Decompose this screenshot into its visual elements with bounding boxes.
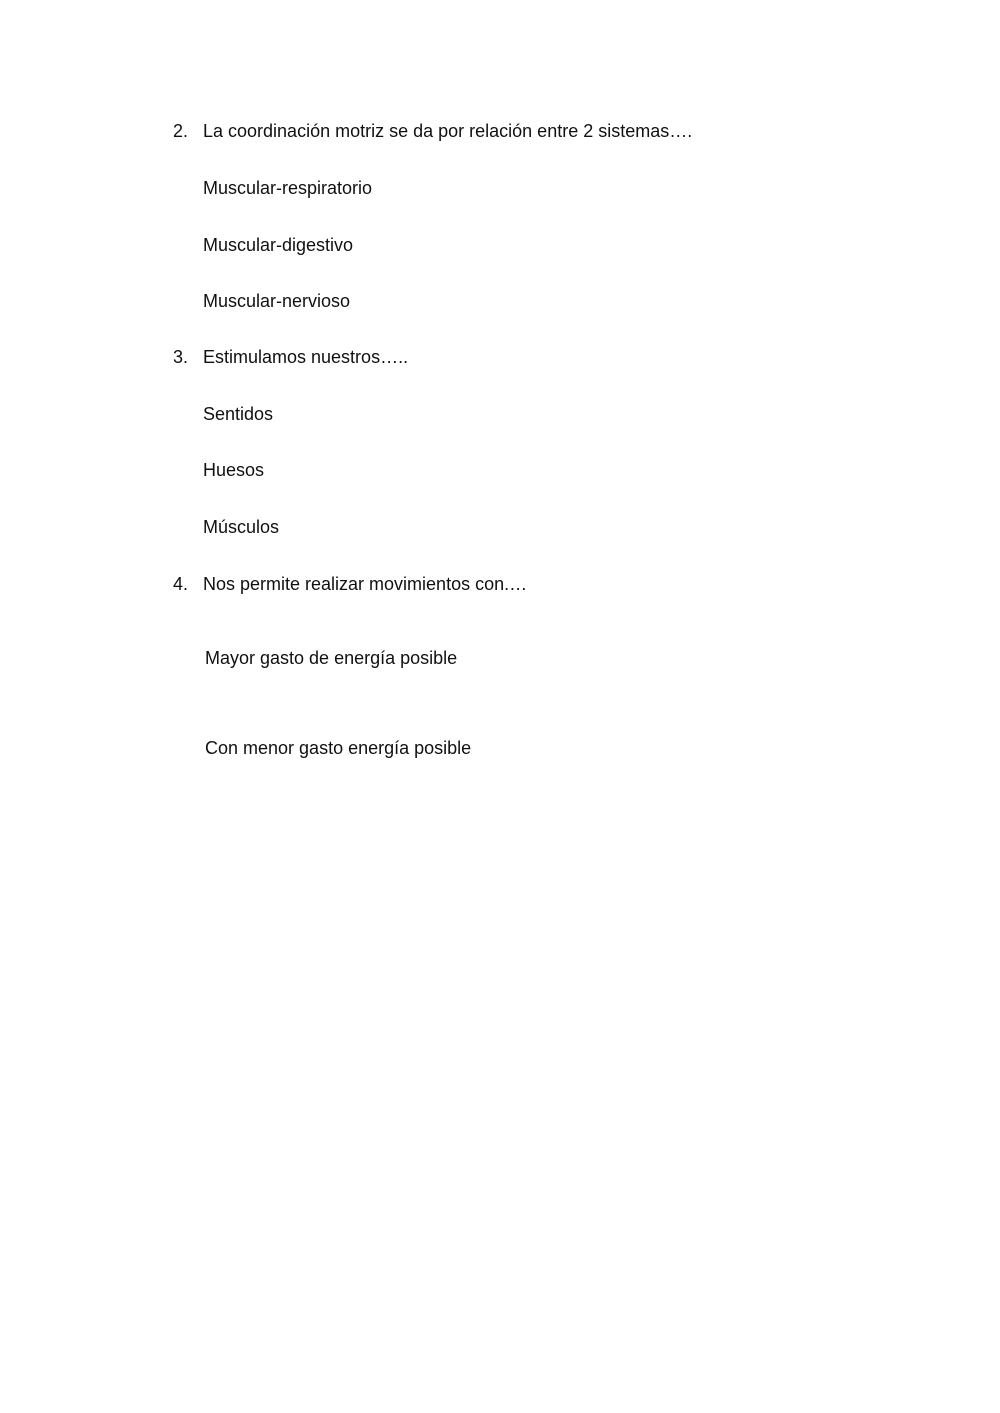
answer-option[interactable]: Con menor gasto energía posible [205, 738, 472, 758]
answer-option[interactable]: Sentidos [203, 404, 274, 424]
question-number: 3. [173, 347, 189, 367]
question-number: 4. [173, 574, 189, 594]
question-text: La coordinación motriz se da por relación entre 2 sistemas…. [203, 121, 693, 141]
question-text: Estimulamos nuestros….. [203, 347, 409, 367]
question-number: 2. [173, 121, 189, 141]
answer-option[interactable]: Muscular-nervioso [203, 291, 351, 311]
answer-option[interactable]: Músculos [203, 517, 280, 537]
answer-option[interactable]: Muscular-respiratorio [203, 178, 373, 198]
question-text: Nos permite realizar movimientos con.… [203, 574, 528, 594]
answer-option[interactable]: Huesos [203, 460, 265, 480]
answer-option[interactable]: Mayor gasto de energía posible [205, 648, 458, 668]
answer-option[interactable]: Muscular-digestivo [203, 235, 354, 255]
